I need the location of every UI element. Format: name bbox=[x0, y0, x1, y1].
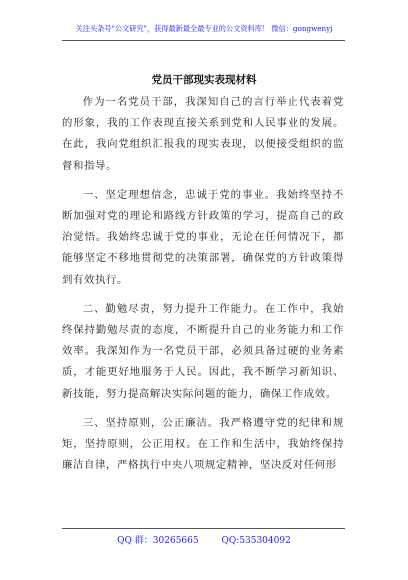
footer-qq-group: QQ 群：30265665 bbox=[117, 536, 199, 546]
header-note: 关注头条号"公文研究"，获得最新最全最专业的公文资料库！ 微信：gongwenyj bbox=[75, 24, 333, 33]
paragraph-section-2: 二、勤勉尽责，努力提升工作能力。在工作中，我始终保持勤勉尽责的态度，不断提升自己的业务能力和工作效率。我深知作为一名党员干部，必须具备过硬的业务素质，才能更好地服务于人民。因此，我不断学习新知识、新技能，努力提高解决实际问题的能力，确保工作成效。 bbox=[62, 302, 344, 400]
footer-note bbox=[0, 533, 408, 546]
header-divider bbox=[62, 40, 345, 41]
footer-qq-number: QQ:535304092 bbox=[221, 536, 291, 546]
document-title: 党员干部现实表现材料 bbox=[151, 74, 257, 86]
paragraph-section-1: 一、坚定理想信念，忠诚于党的事业。我始终坚持不断加强对党的理论和路线方针政策的学习，提高自己的政治觉悟。我始终忠诚于党的事业，无论在任何情况下，都能够坚定不移地贯彻党的决策部署，确保党的方针政策得到有效执行。 bbox=[62, 188, 344, 286]
paragraph-intro: 作为一名党员干部，我深知自己的言行举止代表着党的形象，我的工作表现直接关系到党和人民事业的发展。在此，我向党组织汇报我的现实表现，以便接受组织的监督和指导。 bbox=[62, 96, 344, 172]
document-body bbox=[62, 92, 344, 484]
paragraph-section-3: 三、坚持原则，公正廉洁。我严格遵守党的纪律和规矩，坚持原则，公正用权。在工作和生活中，我始终保持廉洁自律，严格执行中央八项规定精神，坚决反对任何形 bbox=[62, 416, 344, 472]
footer-divider bbox=[62, 528, 345, 529]
